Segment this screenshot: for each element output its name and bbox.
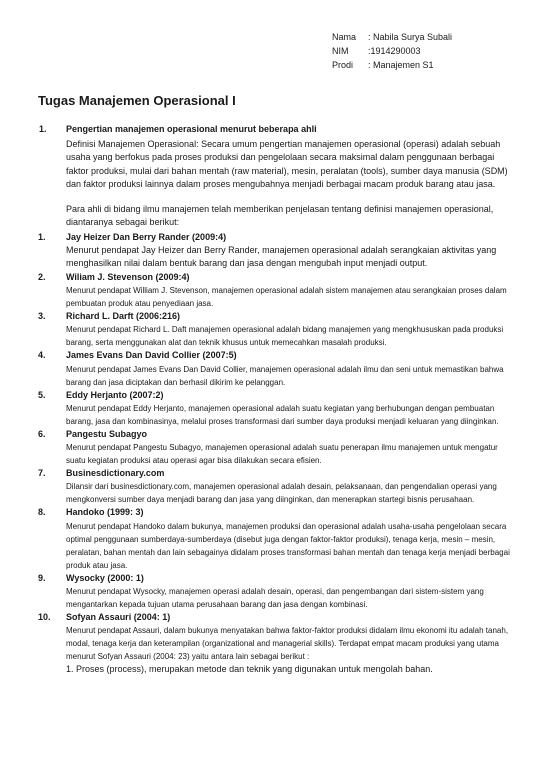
expert-number: 10. xyxy=(38,612,51,623)
expert-description: Menurut pendapat Assauri, dalam bukunya menyatakan bahwa faktor-faktor produksi didalam ilmu ekonomi itu adalah tanah, modal, tenaga kerja dan keterampilan (organizational and managerial skills). Terdapat empat macam produksi yang utama menurut Sofyan Assauri (2004: 23) yaitu antara lain sebagai berikut : xyxy=(66,626,509,662)
identity-row-prodi xyxy=(332,58,452,72)
intro-paragraph: Para ahli di bidang ilmu manajemen telah memberikan penjelasan tentang definisi manajemen operasional, diantaranya sebagai berikut: xyxy=(66,204,494,228)
identity-row-nim xyxy=(332,44,452,58)
expert-list-item xyxy=(38,349,518,388)
expert-name: Eddy Herjanto (2007:2) xyxy=(66,389,164,400)
section-body xyxy=(38,138,518,677)
expert-description: Menurut pendapat Pangestu Subagyo, manajemen operasional adalah suatu penerapan ilmu manajemen untuk mengatur suatu kegiatan produksi atau operasi agar bisa dilakukan secara efisien. xyxy=(66,443,498,466)
production-process-point: 1. Proses (process), merupakan metode dan teknik yang digunakan untuk mengolah bahan. xyxy=(66,664,433,675)
expert-name: Wiliam J. Stevenson (2009:4) xyxy=(66,271,190,282)
expert-number: 8. xyxy=(38,507,46,518)
definition-paragraph: Definisi Manajemen Operasional: Secara umum pengertian manajemen operasional (operasi) adalah sebuah usaha yang berfokus pada proses produksi dan pengelolaan secara maksimal dalam penggunaan berbagai faktor produksi, mulai dari bahan mentah (raw material), mesin, peralatan (tools), sumber daya manusia (SDM) dan faktor produksi lainnya dalam proses mengubahnya menjadi berbagai macam produk barang atau jasa. xyxy=(66,139,508,189)
expert-heading xyxy=(38,231,518,244)
expert-number: 7. xyxy=(38,468,46,479)
expert-name: Sofyan Assauri (2004: 1) xyxy=(66,612,171,623)
expert-list-item xyxy=(38,467,518,506)
expert-description: Menurut pendapat William J. Stevenson, manajemen operasional adalah sistem manajemen atau serangkaian proses dalam pembuatan produk atau penyediaan jasa. xyxy=(66,285,507,308)
identity-row-name xyxy=(332,30,452,44)
expert-list-item xyxy=(38,231,518,271)
expert-list-item xyxy=(38,428,518,467)
expert-heading xyxy=(38,389,518,402)
expert-name: Handoko (1999: 3) xyxy=(66,507,144,518)
expert-list-item xyxy=(38,389,518,428)
expert-heading xyxy=(38,506,518,519)
expert-number: 1. xyxy=(38,231,46,242)
expert-name: Pangestu Subagyo xyxy=(66,428,148,439)
expert-heading xyxy=(38,572,518,585)
expert-list-item xyxy=(38,611,518,677)
expert-heading xyxy=(38,611,518,624)
expert-description: Menurut pendapat Handoko dalam bukunya, manajemen produksi dan operasional adalah usaha-usaha pengelolaan secara optimal penggunaan sumberdaya-sumberdaya (disebut juga dengan faktor-faktor produksi), tenaga kerja, mesin – mesin, peralatan, bahan mentah dan lain sebagainya didalam proses transformasi bahan mentah dan tenaga kerja menjadi berbagai produk atau jasa. xyxy=(66,521,510,570)
expert-name: Jay Heizer Dan Berry Rander (2009:4) xyxy=(66,231,227,242)
section-heading-text: Pengertian manajemen operasional menurut beberapa ahli xyxy=(66,124,317,134)
expert-description: Menurut pendapat Wysocky, manajemen operasi adalah desain, operasi, dan pengembangan dari sistem-sistem yang mengantarkan kepada tujuan utama perusahaan barang dan jasa dengan kombinasi. xyxy=(66,587,484,610)
expert-list-item xyxy=(38,271,518,310)
expert-number: 9. xyxy=(38,572,46,583)
expert-name: Richard L. Darft (2006:216) xyxy=(66,310,181,321)
expert-number: 5. xyxy=(38,389,46,400)
expert-number: 3. xyxy=(38,310,46,321)
expert-description: Menurut pendapat Jay Heizer dan Berry Rander, manajemen operasional adalah serangkaian aktivitas yang menghasilkan nilai dalam bentuk barang dan jasa dengan mengubah input menjadi output. xyxy=(66,245,497,269)
expert-list-item xyxy=(38,506,518,571)
expert-description: Menurut pendapat Eddy Herjanto, manajemen operasional adalah suatu kegiatan yang berhubungan dengan pembuatan barang, jasa dan kombinasinya, melalui proses transformasi dari sumber daya produksi menjadi keluaran yang diinginkan. xyxy=(66,403,499,426)
expert-heading xyxy=(38,349,518,362)
expert-heading xyxy=(38,467,518,480)
section-heading xyxy=(38,122,518,136)
identity-value: : Nabila Surya Subali xyxy=(368,32,453,42)
expert-list-item xyxy=(38,310,518,349)
section-number: 1. xyxy=(39,124,47,134)
expert-number: 2. xyxy=(38,271,46,282)
expert-number: 6. xyxy=(38,428,46,439)
expert-description: Menurut pendapat Richard L. Daft manajemen operasional adalah bidang manajemen yang mengkhususkan pada produksi barang, serta menggunakan alat dan teknik khusus untuk memecahkan masalah produksi. xyxy=(66,325,504,348)
document-content xyxy=(38,122,518,677)
identity-value: : Manajemen S1 xyxy=(368,60,434,70)
expert-number: 4. xyxy=(38,350,46,361)
identity-label: NIM xyxy=(332,46,349,56)
identity-label: Prodi xyxy=(332,60,354,70)
expert-name: Wysocky (2000: 1) xyxy=(66,572,144,583)
expert-heading xyxy=(38,428,518,441)
identity-label: Nama xyxy=(332,32,357,42)
expert-heading xyxy=(38,271,518,284)
expert-name: James Evans Dan David Collier (2007:5) xyxy=(66,350,237,361)
expert-list-item xyxy=(38,572,518,611)
expert-description: Menurut pendapat James Evans Dan David Collier, manajemen operasional adalah ilmu dan seni untuk memastikan bahwa barang dan jasa diciptakan dan berhasil dikirim ke pelanggan. xyxy=(66,364,504,387)
expert-heading xyxy=(38,310,518,323)
student-identity-block xyxy=(332,30,452,72)
expert-name: Businesdictionary.com xyxy=(66,468,165,479)
identity-value: :1914290003 xyxy=(368,46,421,56)
expert-description: Dilansir dari businesdictionary.com, manajemen operasional adalah desain, pelaksanaan, dan pengendalian operasi yang mengkonversi sumber daya menjadi barang dan jasa yang diinginkan, dan menerapkan startegi bisnis perusahaan. xyxy=(66,482,497,505)
document-title: Tugas Manajemen Operasional I xyxy=(38,93,236,108)
